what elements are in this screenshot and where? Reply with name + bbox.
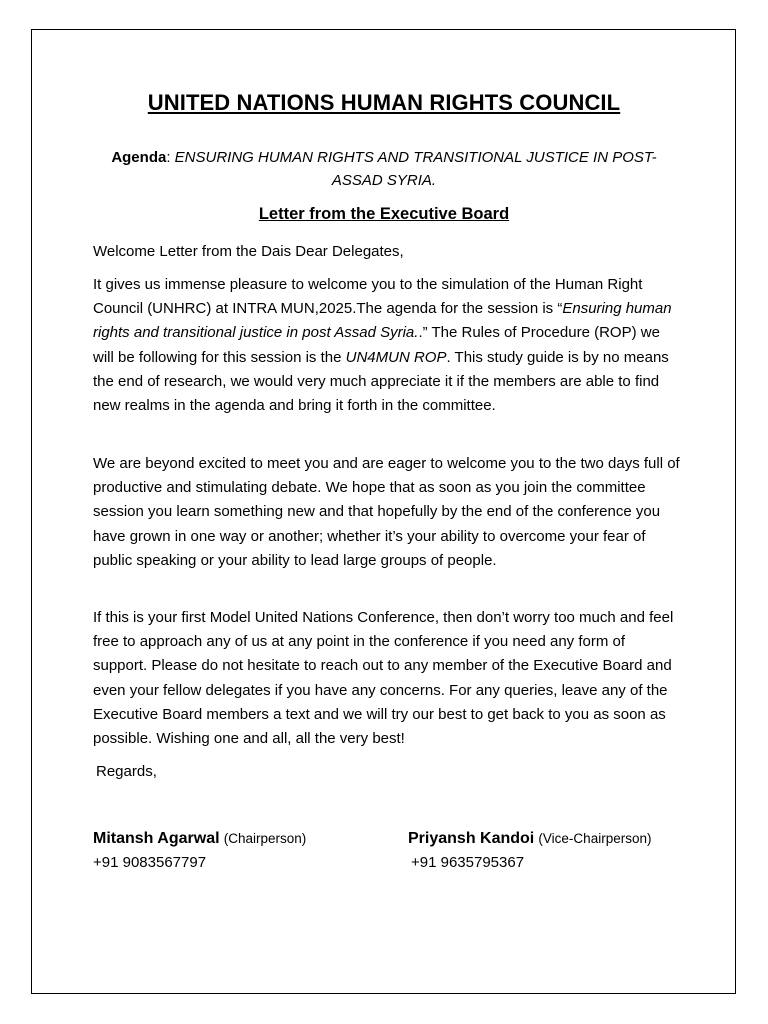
signatory-role: (Chairperson) [223,831,307,846]
signatory-chairperson [93,830,306,871]
regards-line: Regards, [96,763,157,780]
agenda-label: Agenda [111,149,167,166]
page-title: UNITED NATIONS HUMAN RIGHTS COUNCIL [147,90,621,115]
paragraph-1-agenda-quote: Ensuring human rights and transitional justice in post Assad Syria. [93,300,672,342]
paragraph-1 [93,273,683,418]
signatory-name: Priyansh Kandoi [408,830,535,847]
agenda-line [100,146,668,192]
signatory-name: Mitansh Agarwal [93,830,220,847]
signatory-phone: +91 9083567797 [93,854,207,871]
paragraph-1-part-c: .” The Rules of Procedure (ROP) we will be following for this session is the [93,324,660,366]
agenda-text: ENSURING HUMAN RIGHTS AND TRANSITIONAL JUSTICE IN POST-ASSAD SYRIA. [174,149,657,189]
letter-heading: Letter from the Executive Board [258,205,510,223]
paragraph-1-part-a: It gives us immense pleasure to welcome you to the simulation of the Human Right Council (UNHRC) at INTRA MUN,2025.The agenda for the session is “ [93,276,643,318]
greeting-line: Welcome Letter from the Dais Dear Delegates, [93,243,404,260]
paragraph-3: If this is your first Model United Nations Conference, then don’t worry too much and feel free to approach any of us at any point in the conference if you need any form of support. Please do not hesitate to reach out to any member of the Executive Board and even your fellow delegates if you have any concerns. For any queries, leave any of the Executive Board members a text and we will try our best to get back to you as soon as possible. Wishing one and all, all the very best! [93,609,674,748]
paragraph-2: We are beyond excited to meet you and are eager to welcome you to the two days full of productive and stimulating debate. We hope that as soon as you join the committee session you learn something new and that hopefully by the end of the conference you have grown in one way or another; whether it’s your ability to overcome your fear of public speaking or your ability to lead large groups of people. [93,455,680,569]
signatory-role: (Vice-Chairperson) [538,831,652,846]
agenda-separator: : [166,149,175,166]
signatory-phone: +91 9635795367 [411,854,525,871]
signatory-vice-chairperson [408,830,651,871]
paragraph-1-part-e: . This study guide is by no means the end of research, we would very much appreciate it if the members are able to find new realms in the agenda and bring it forth in the committee. [93,348,669,415]
paragraph-1-rop-name: UN4MUN ROP [345,348,447,366]
